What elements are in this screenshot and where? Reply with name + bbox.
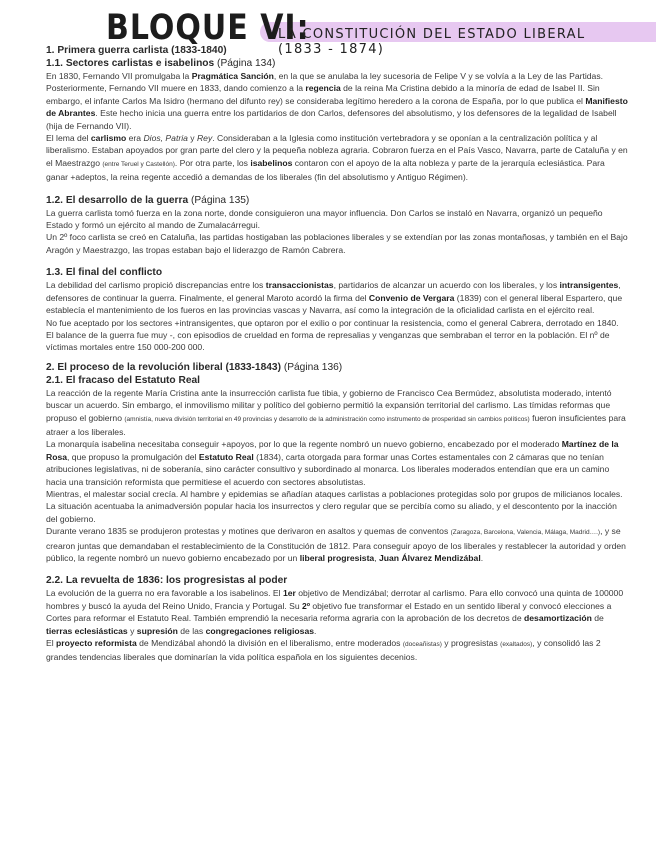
heading-1-2: 1.2. El desarrollo de la guerra (Página 135) <box>46 194 250 206</box>
paragraph-2-1-b: La monarquía isabelina necesitaba conseguir +apoyos, por lo que la regente nombró un nuevo gobierno, encabezado por el moderado Martínez de la Rosa, que propuso la promulgación del Estatuto Real (1834), carta otorgada para formar unas Cortes estamentales con 2 cámaras que no tenían atribuciones legislativas, ni de soberanía, sino carácter consultivo y subordinado al monarca. Los liberales moderados entendían que era un camino hacia una transición reformista que permitiese el acuerdo con sectores absolutistas. <box>46 439 619 487</box>
paragraph-2-2-b: El proyecto reformista de Mendizábal ahondó la división en el liberalismo, entre moderados (doceañistas) y progresistas (exaltados), y consolidó las 2 grandes tendencias liberales que dominarían la vida política española en los siguientes decenios. <box>46 638 601 663</box>
heading-1: 1. Primera guerra carlista (1833-1840) <box>46 45 227 56</box>
heading-1-1: 1.1. Sectores carlistas e isabelinos (Página 134) <box>46 58 276 69</box>
paragraph-2-1-a: La reacción de la regente María Cristina ante la insurrección carlista fue tibia, y gobierno de Francisco Cea Bermúdez, absolutista moderado, intentó buscar un acuerdo. Sin embargo, el inmovilismo militar y político del gobierno permitió la expansión territorial del carlismo. Las tímidas reformas que propuso el gobierno (amnistía, nueva división territorial en 49 provincias y desarrollo de la administración como instrumento de prosperidad sin cambios políticos) fueron insuficientes para atraer a los liberales. <box>46 387 626 437</box>
paragraph-1-2-a: La guerra carlista tomó fuerza en la zona norte, donde consiguieron una mayor influencia. Don Carlos se instaló en Navarra, organizó un pequeño Estado y formó un ejército al mando de Zumalacárregui. <box>46 207 603 231</box>
bloque-title: BLOQUE VI: <box>106 8 310 49</box>
paragraph-1-3-a: La debilidad del carlismo propició discrepancias entre los transaccionistas, partidarios de alcanzar un acuerdo con los liberales, y los intransigentes, defensores de continuar la guerra. Finalmente, el general Maroto acordó la firma del Convenio de Vergara (1839) con el general liberal Espartero, que establecía el mantenimiento de los fueros en las provincias vascas y Navarra, así como la integración de la oficialidad carlista en el ejército real. <box>46 280 623 316</box>
paragraph-2-1-c: Mientras, el malestar social crecía. Al hambre y epidemias se añadían ataques carlistas a poblaciones protegidas solo por grupos de milicianos locales. La situación acentuaba la animadversión popular hacia los insurrectos y clero regular que se percibía como su aliado, y el descontento por la inacción del gobierno. <box>46 488 623 524</box>
paragraph-2-2-a: La evolución de la guerra no era favorable a los isabelinos. El 1er objetivo de Mendizábal; derrotar al carlismo. Para ello convocó una quinta de 100000 hombres y buscó la ayuda del Reino Unido, Francia y Portugal. Su 2º objetivo fue transformar el Estado en un sentido liberal y convocó elecciones a Cortes para reformar el Estatuto Real. También emprendió la necesaria reforma agraria con la aprobación de los decretos de desamortización de tierras eclesiásticas y supresión de las congregaciones religiosas. <box>46 588 624 636</box>
paragraph-1-1-b: El lema del carlismo era Dios, Patria y Rey. Consideraban a la Iglesia como institución vertebradora y se oponían a la centralización política y al liberalismo. Estaban apoyados por gran parte del clero y la pequeña nobleza agraria. Cobraron fuerza en el País Vasco, Navarra, parte de Cataluña y en el Maestrazgo (entre Teruel y Castellón). Por otra parte, los isabelinos contaron con el apoyo de la alta nobleza y parte de la jerarquía eclesiástica. Para ganar +adeptos, la reina regente accedió a demandas de los liberales (fin del absolutismo y Antiguo Régimen). <box>46 133 628 183</box>
heading-2: 2. El proceso de la revolución liberal (1833-1843) (Página 136) <box>46 361 343 373</box>
heading-1-3: 1.3. El final del conflicto <box>46 267 163 279</box>
paragraph-1-1-a: En 1830, Fernando VII promulgaba la Pragmática Sanción, en la que se anulaba la ley sucesoria de Felipe V y se volvía a la Ley de las Partidas. Posteriormente, Fernando VII muere en 1833, dando comienzo a la regencia de la reina Ma Cristina debido a la minoría de edad de Isabel II. Sin embargo, el infante Carlos Ma Isidro (hermano del difunto rey) se consideraba legítimo heredero a la corona de España, por lo que publica el Manifiesto de Abrantes. Este hecho inicia una guerra entre los partidarios de don Carlos, defensores del absolutismo, y los defensores de la legalidad de Isabell (hija de Fernando VII). <box>46 71 628 131</box>
bloque-subtitle: LA CONSTITUCIÓN DEL ESTADO LIBERAL (1833 - 1874) <box>278 27 586 57</box>
heading-2-2: 2.2. La revuelta de 1836: los progresistas al poder <box>46 575 288 587</box>
paragraph-2-1-d: Durante verano 1835 se produjeron protestas y motines que derivaron en asaltos y quemas de conventos (Zaragoza, Barcelona, Valencia, Málaga, Madrid….), y se crearon juntas que demandaban el restablecimiento de la Constitución de 1812. Para conseguir apoyo de los liberales y restablecer la autoridad y orden público, la regente nombró un nuevo gobierno encabezado por un liberal progresista, Juan Álvarez Mendizábal. <box>46 526 626 563</box>
paragraph-1-2-b: Un 2º foco carlista se creó en Cataluña, las partidas hostigaban las poblaciones liberales y se extendían por las zonas montañosas, y también en el Bajo Aragón y Maestrazgo, las tropas estaban bajo el liderazgo de Ramón Cabrera. <box>46 232 628 255</box>
paragraph-1-3-b: No fue aceptado por los sectores +intransigentes, que optaron por el exilio o por continuar la resistencia, como el general Cabrera, derrotado en 1840. El balance de la guerra fue muy -, con episodios de crueldad en forma de represalias y venganzas que sembraban el terror en la población. El nº de víctimas mortales entre 150 000-200 000. <box>46 317 619 353</box>
heading-2-1: 2.1. El fracaso del Estatuto Real <box>46 374 201 386</box>
